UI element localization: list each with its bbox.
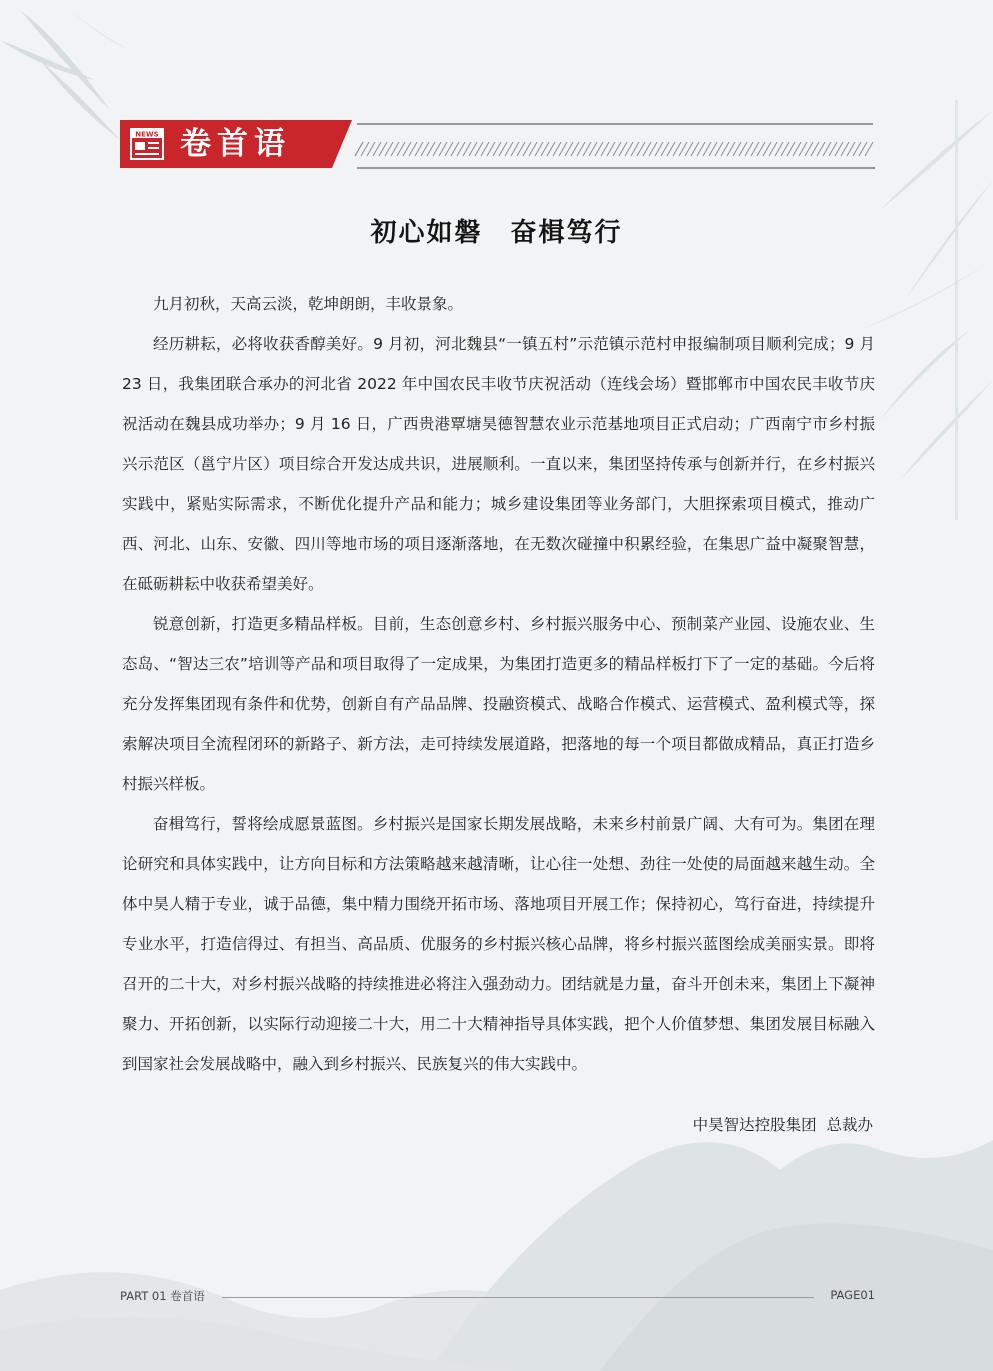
banner-decorative-lines xyxy=(345,120,875,182)
paragraph: 锐意创新，打造更多精品样板。目前，生态创意乡村、乡村振兴服务中心、预制菜产业园、设施农业、生态岛、“智达三农”培训等产品和项目取得了一定成果，为集团打造更多的精品样板打下了一定的基础。今后将充分发挥集团现有条件和优势，创新自有产品品牌、投融资模式、战略合作模式、运营模式、盈利模式等，探索解决项目全流程闭环的新路子、新方法，走可持续发展道路，把落地的每一个项目都做成精品，真正打造乡村振兴样板。 xyxy=(122,615,875,793)
article-body xyxy=(122,284,875,1084)
section-banner xyxy=(120,120,873,182)
paragraph: 经历耕耘，必将收获香醇美好。9 月初，河北魏县“一镇五村”示范镇示范村申报编制项目顺利完成；9 月 23 日，我集团联合承办的河北省 2022 年中国农民丰收节庆祝活动（连线会场）暨邯郸市中国农民丰收节庆祝活动在魏县成功举办；9 月 16 日，广西贵港覃塘昊德智慧农业示范基地项目正式启动；广西南宁市乡村振兴示范区（邕宁片区）项目综合开发达成共识，进展顺利。一直以来，集团坚持传承与创新并行，在乡村振兴实践中，紧贴实际需求，不断优化提升产品和能力；城乡建设集团等业务部门，大胆探索项目模式，推动广西、河北、山东、安徽、四川等地市场的项目逐渐落地，在无数次碰撞中积累经验，在集思广益中凝聚智慧，在砥砺耕耘中收获希望美好。 xyxy=(122,335,875,593)
bamboo-leaves-right xyxy=(860,100,993,520)
mountains-bottom xyxy=(0,1140,993,1371)
news-icon xyxy=(130,128,164,160)
bamboo-leaves-top-left xyxy=(0,0,130,140)
footer-divider xyxy=(222,1297,814,1298)
article-title: 初心如磐 奋楫笃行 xyxy=(370,218,623,248)
footer-section-label: PART 01 卷首语 xyxy=(120,1289,205,1303)
paragraph: 奋楫笃行，誓将绘成愿景蓝图。乡村振兴是国家长期发展战略，未来乡村前景广阔、大有可为。集团在理论研究和具体实践中，让方向目标和方法策略越来越清晰，让心往一处想、劲往一处使的局面越来越生动。全体中昊人精于专业，诚于品德，集中精力围绕开拓市场、落地项目开展工作；保持初心，笃行奋进，持续提升专业水平，打造信得过、有担当、高品质、优服务的乡村振兴核心品牌，将乡村振兴蓝图绘成美丽实景。即将召开的二十大，对乡村振兴战略的持续推进必将注入强劲动力。团结就是力量，奋斗开创未来，集团上下凝神聚力、开拓创新，以实际行动迎接二十大，用二十大精神指导具体实践，把个人价值梦想、集团发展目标融入到国家社会发展战略中，融入到乡村振兴、民族复兴的伟大实践中。 xyxy=(122,815,875,1073)
page-number: PAGE01 xyxy=(830,1288,875,1302)
hatch-pattern xyxy=(355,142,873,156)
paragraph: 九月初秋，天高云淡，乾坤朗朗，丰收景象。 xyxy=(153,295,464,313)
news-icon-label: NEWS xyxy=(135,130,159,139)
section-title: 卷首语 xyxy=(180,126,291,162)
signature: 中昊智达控股集团 总裁办 xyxy=(692,1116,873,1134)
